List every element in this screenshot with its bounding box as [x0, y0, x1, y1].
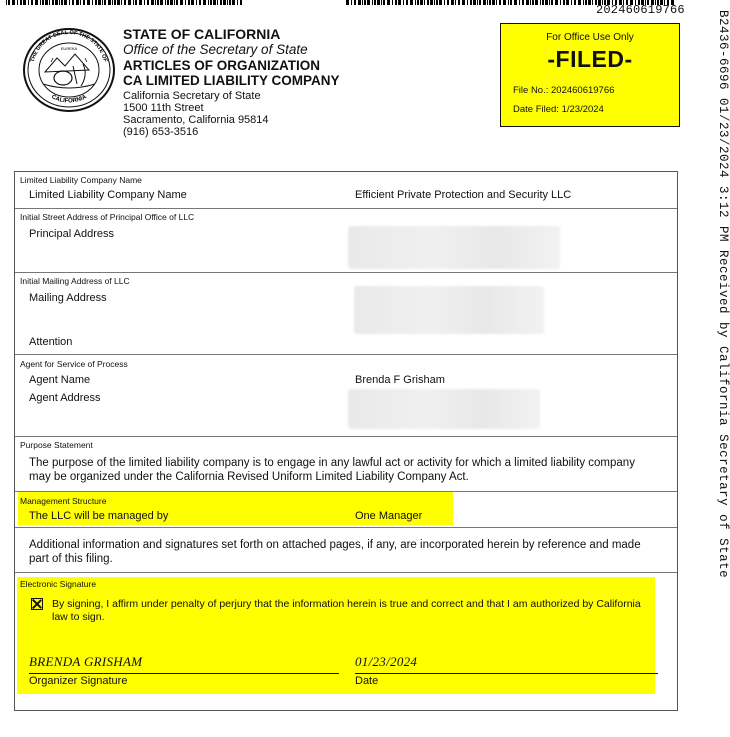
- seal-ring-top: THE GREAT SEAL OF THE STATE OF: [29, 29, 109, 63]
- agent-heading: Agent for Service of Process: [20, 359, 128, 369]
- principal-address-label: Principal Address: [29, 228, 114, 240]
- date-line: [355, 673, 658, 674]
- electronic-signature-section: [15, 573, 677, 712]
- date-filed: Date Filed: 1/23/2024: [513, 104, 604, 115]
- seal-motto: EUREKA: [60, 46, 78, 51]
- document-title: ARTICLES OF ORGANIZATION: [123, 58, 320, 73]
- sos-address-line-2: 1500 11th Street: [123, 102, 204, 114]
- agent-name-label: Agent Name: [29, 374, 91, 386]
- management-label: The LLC will be managed by: [29, 510, 169, 522]
- mailing-address-heading: Initial Mailing Address of LLC: [20, 276, 130, 286]
- office-title: Office of the Secretary of State: [123, 42, 308, 57]
- mailing-address-redacted: [354, 286, 544, 334]
- agent-address-redacted: [348, 389, 540, 429]
- management-heading: Management Structure: [20, 496, 107, 506]
- sos-address-line-3: Sacramento, California 95814: [123, 114, 269, 126]
- filed-status: -FILED-: [547, 46, 633, 72]
- file-number: File No.: 202460619766: [513, 85, 615, 96]
- principal-address-heading: Initial Street Address of Principal Office of LLC: [20, 212, 195, 222]
- office-use-box: [500, 23, 680, 127]
- additional-info-text: Additional information and signatures set forth on attached pages, if any, are incorporated herein by reference and made part of this filing.: [29, 539, 641, 565]
- mailing-address-section: [15, 273, 677, 355]
- agent-section: [15, 355, 677, 437]
- received-stamp-text: B2436-6696 01/23/2024 3:12 PM Received by California Secretary of State: [716, 10, 730, 579]
- office-use-title: For Office Use Only: [546, 32, 634, 43]
- purpose-text: The purpose of the limited liability company is to engage in any lawful act or activity for which a limited liability company may be organized under the California Revised Uniform Limited Liability Company Act.: [29, 457, 635, 483]
- esign-heading: Electronic Signature: [20, 579, 97, 589]
- barcode-left: [6, 0, 246, 5]
- signature-line: [29, 673, 339, 674]
- signature-label: Organizer Signature: [29, 675, 128, 687]
- barcode-number: 202460619766: [596, 3, 685, 17]
- mailing-address-label: Mailing Address: [29, 292, 107, 304]
- principal-address-redacted: [348, 226, 560, 269]
- attention-label: Attention: [29, 336, 73, 348]
- llc-name-label: Limited Liability Company Name: [29, 189, 187, 201]
- agent-address-label: Agent Address: [29, 392, 101, 404]
- sos-phone: (916) 653-3516: [123, 126, 199, 138]
- principal-address-section: [15, 209, 677, 273]
- received-stamp: [712, 0, 730, 737]
- company-type-title: CA LIMITED LIABILITY COMPANY: [123, 73, 340, 88]
- organizer-signature: BRENDA GRISHAM: [29, 654, 143, 669]
- management-value: One Manager: [355, 510, 423, 522]
- affirm-checkbox[interactable]: [31, 598, 43, 610]
- purpose-section: [15, 437, 677, 492]
- additional-info-section: [15, 528, 677, 573]
- management-section: [15, 492, 677, 528]
- document-header: [123, 27, 340, 138]
- date-label: Date: [355, 675, 379, 687]
- affirm-text: By signing, I affirm under penalty of perjury that the information herein is true and correct and that I am authorized by California law to sign.: [52, 598, 641, 623]
- state-title: STATE OF CALIFORNIA: [123, 26, 281, 42]
- purpose-heading: Purpose Statement: [20, 440, 93, 450]
- agent-name-value: Brenda F Grisham: [355, 374, 445, 386]
- llc-name-section: [15, 172, 677, 209]
- seal-ring-bottom: CALIFORNIA: [50, 94, 88, 105]
- signature-date: 01/23/2024: [355, 654, 418, 669]
- llc-name-value: Efficient Private Protection and Security LLC: [355, 189, 572, 201]
- llc-name-heading: Limited Liability Company Name: [20, 175, 142, 185]
- articles-form: [14, 171, 678, 711]
- california-seal-icon: [23, 28, 115, 112]
- sos-address-line-1: California Secretary of State: [123, 90, 261, 102]
